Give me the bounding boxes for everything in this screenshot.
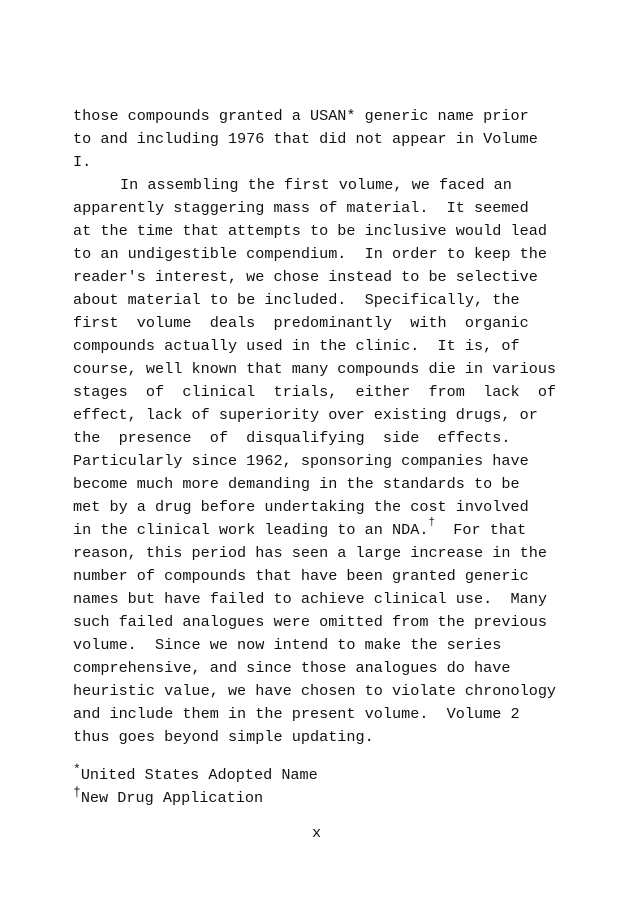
text-line: I. — [73, 153, 92, 171]
text-line: to an undigestible compendium. In order to keep the — [73, 245, 547, 263]
text-line: effect, lack of superiority over existing drugs, or — [73, 406, 538, 424]
text-line: comprehensive, and since those analogues do have — [73, 659, 511, 677]
text-line: first volume deals predominantly with organic — [73, 314, 529, 332]
dagger-mark: † — [73, 785, 81, 800]
dagger-mark: † — [428, 517, 436, 529]
nda-line-text: in the clinical work leading to an NDA. — [73, 521, 429, 539]
text-line: names but have failed to achieve clinical use. Many — [73, 590, 547, 608]
text-line: and include them in the present volume. Volume 2 — [73, 705, 520, 723]
text-line: reason, this period has seen a large increase in the — [73, 544, 547, 562]
footnote-text: United States Adopted Name — [80, 766, 318, 784]
text-line: the presence of disqualifying side effects. — [73, 429, 511, 447]
asterisk-mark: * — [73, 762, 81, 777]
text-line: met by a drug before undertaking the cost involved — [73, 498, 529, 516]
footnote-nda — [73, 787, 553, 810]
text-line: course, well known that many compounds die in various — [73, 360, 557, 378]
text-line: Particularly since 1962, sponsoring companies have — [73, 452, 529, 470]
body-text — [73, 105, 573, 749]
nda-line — [73, 519, 573, 542]
text-line: heuristic value, we have chosen to violate chronology — [73, 682, 557, 700]
text-line: volume. Since we now intend to make the series — [73, 636, 502, 654]
paragraph-first-line: In assembling the first volume, we faced an — [120, 176, 512, 194]
text-line: become much more demanding in the standards to be — [73, 475, 520, 493]
text-line: to and including 1976 that did not appear in Volume — [73, 130, 538, 148]
text-line: thus goes beyond simple updating. — [73, 728, 374, 746]
footnotes — [73, 764, 553, 810]
text-line: at the time that attempts to be inclusive would lead — [73, 222, 547, 240]
text-line: those compounds granted a USAN* generic name prior — [73, 107, 529, 125]
text-line: about material to be included. Specifically, the — [73, 291, 520, 309]
text-line: apparently staggering mass of material. It seemed — [73, 199, 529, 217]
footnote-usan — [73, 764, 553, 787]
text-line: such failed analogues were omitted from the previous — [73, 613, 547, 631]
nda-line-tail: For that — [435, 521, 527, 539]
text-line: stages of clinical trials, either from lack of — [73, 383, 557, 401]
text-line: compounds actually used in the clinic. It is, of — [73, 337, 520, 355]
text-line: reader's interest, we chose instead to be selective — [73, 268, 538, 286]
footnote-text: New Drug Application — [80, 789, 264, 807]
text-line: number of compounds that have been granted generic — [73, 567, 529, 585]
page-number: x — [312, 824, 322, 842]
